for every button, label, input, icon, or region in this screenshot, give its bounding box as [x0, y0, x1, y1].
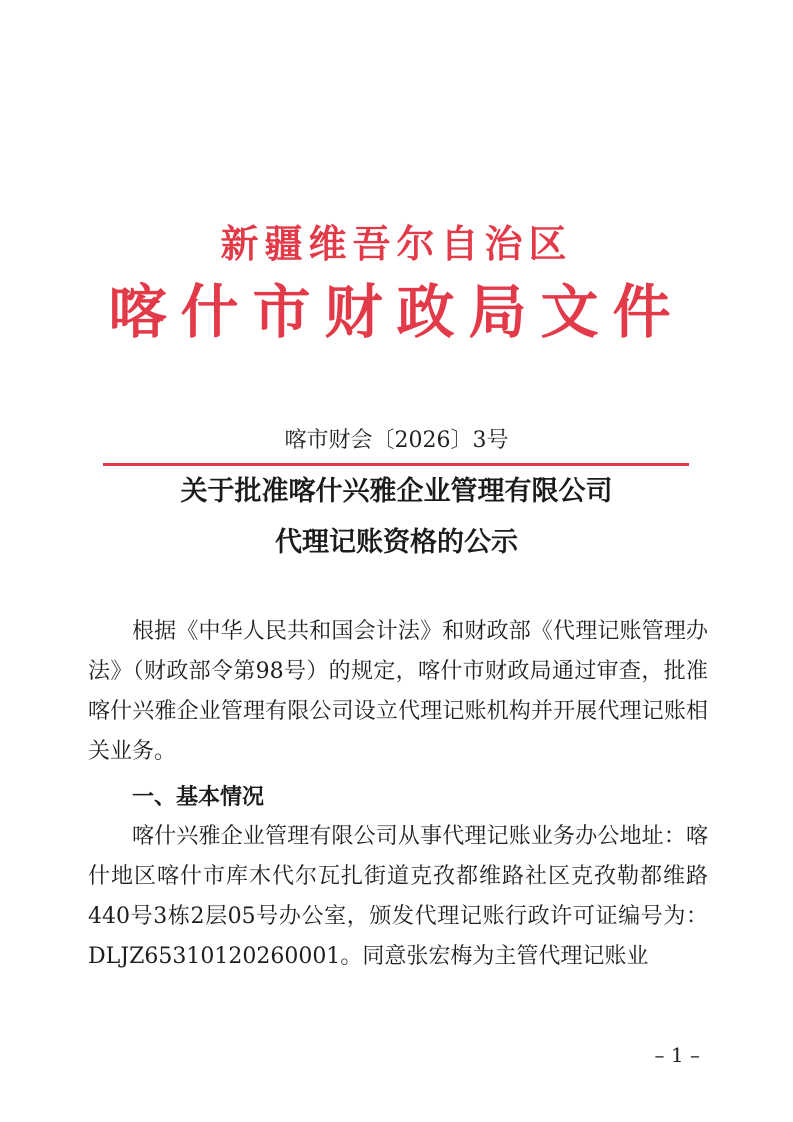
issuer-region: 新疆维吾尔自治区	[220, 221, 573, 266]
section-heading-basic-info: 一、基本情况	[132, 784, 265, 810]
document-number: 喀市财会〔2026〕3号	[284, 428, 509, 453]
document-title-line2: 代理记账资格的公示	[275, 527, 518, 558]
body-paragraph-1: 根据《中华人民共和国会计法》和财政部《代理记账管理办法》（财政部令第98号）的规定，喀什市财政局通过审查，批准喀什兴雅企业管理有限公司设立代理记账机构并开展代理记账相关业务。	[88, 619, 708, 764]
body-paragraph-2: 喀什兴雅企业管理有限公司从事代理记账业务办公地址：喀什地区喀什市库木代尔瓦扎街道克孜都维路社区克孜勒都维路440号3栋2层05号办公室，颁发代理记账行政许可证编号为：DLJZ65310120260001。同意张宏梅为主管代理记账业	[88, 824, 708, 969]
page-number: – 1 –	[654, 1043, 700, 1067]
red-divider	[103, 463, 689, 466]
issuer-title: 喀什市财政局文件	[108, 278, 685, 346]
document-title-line1: 关于批准喀什兴雅企业管理有限公司	[180, 476, 613, 507]
